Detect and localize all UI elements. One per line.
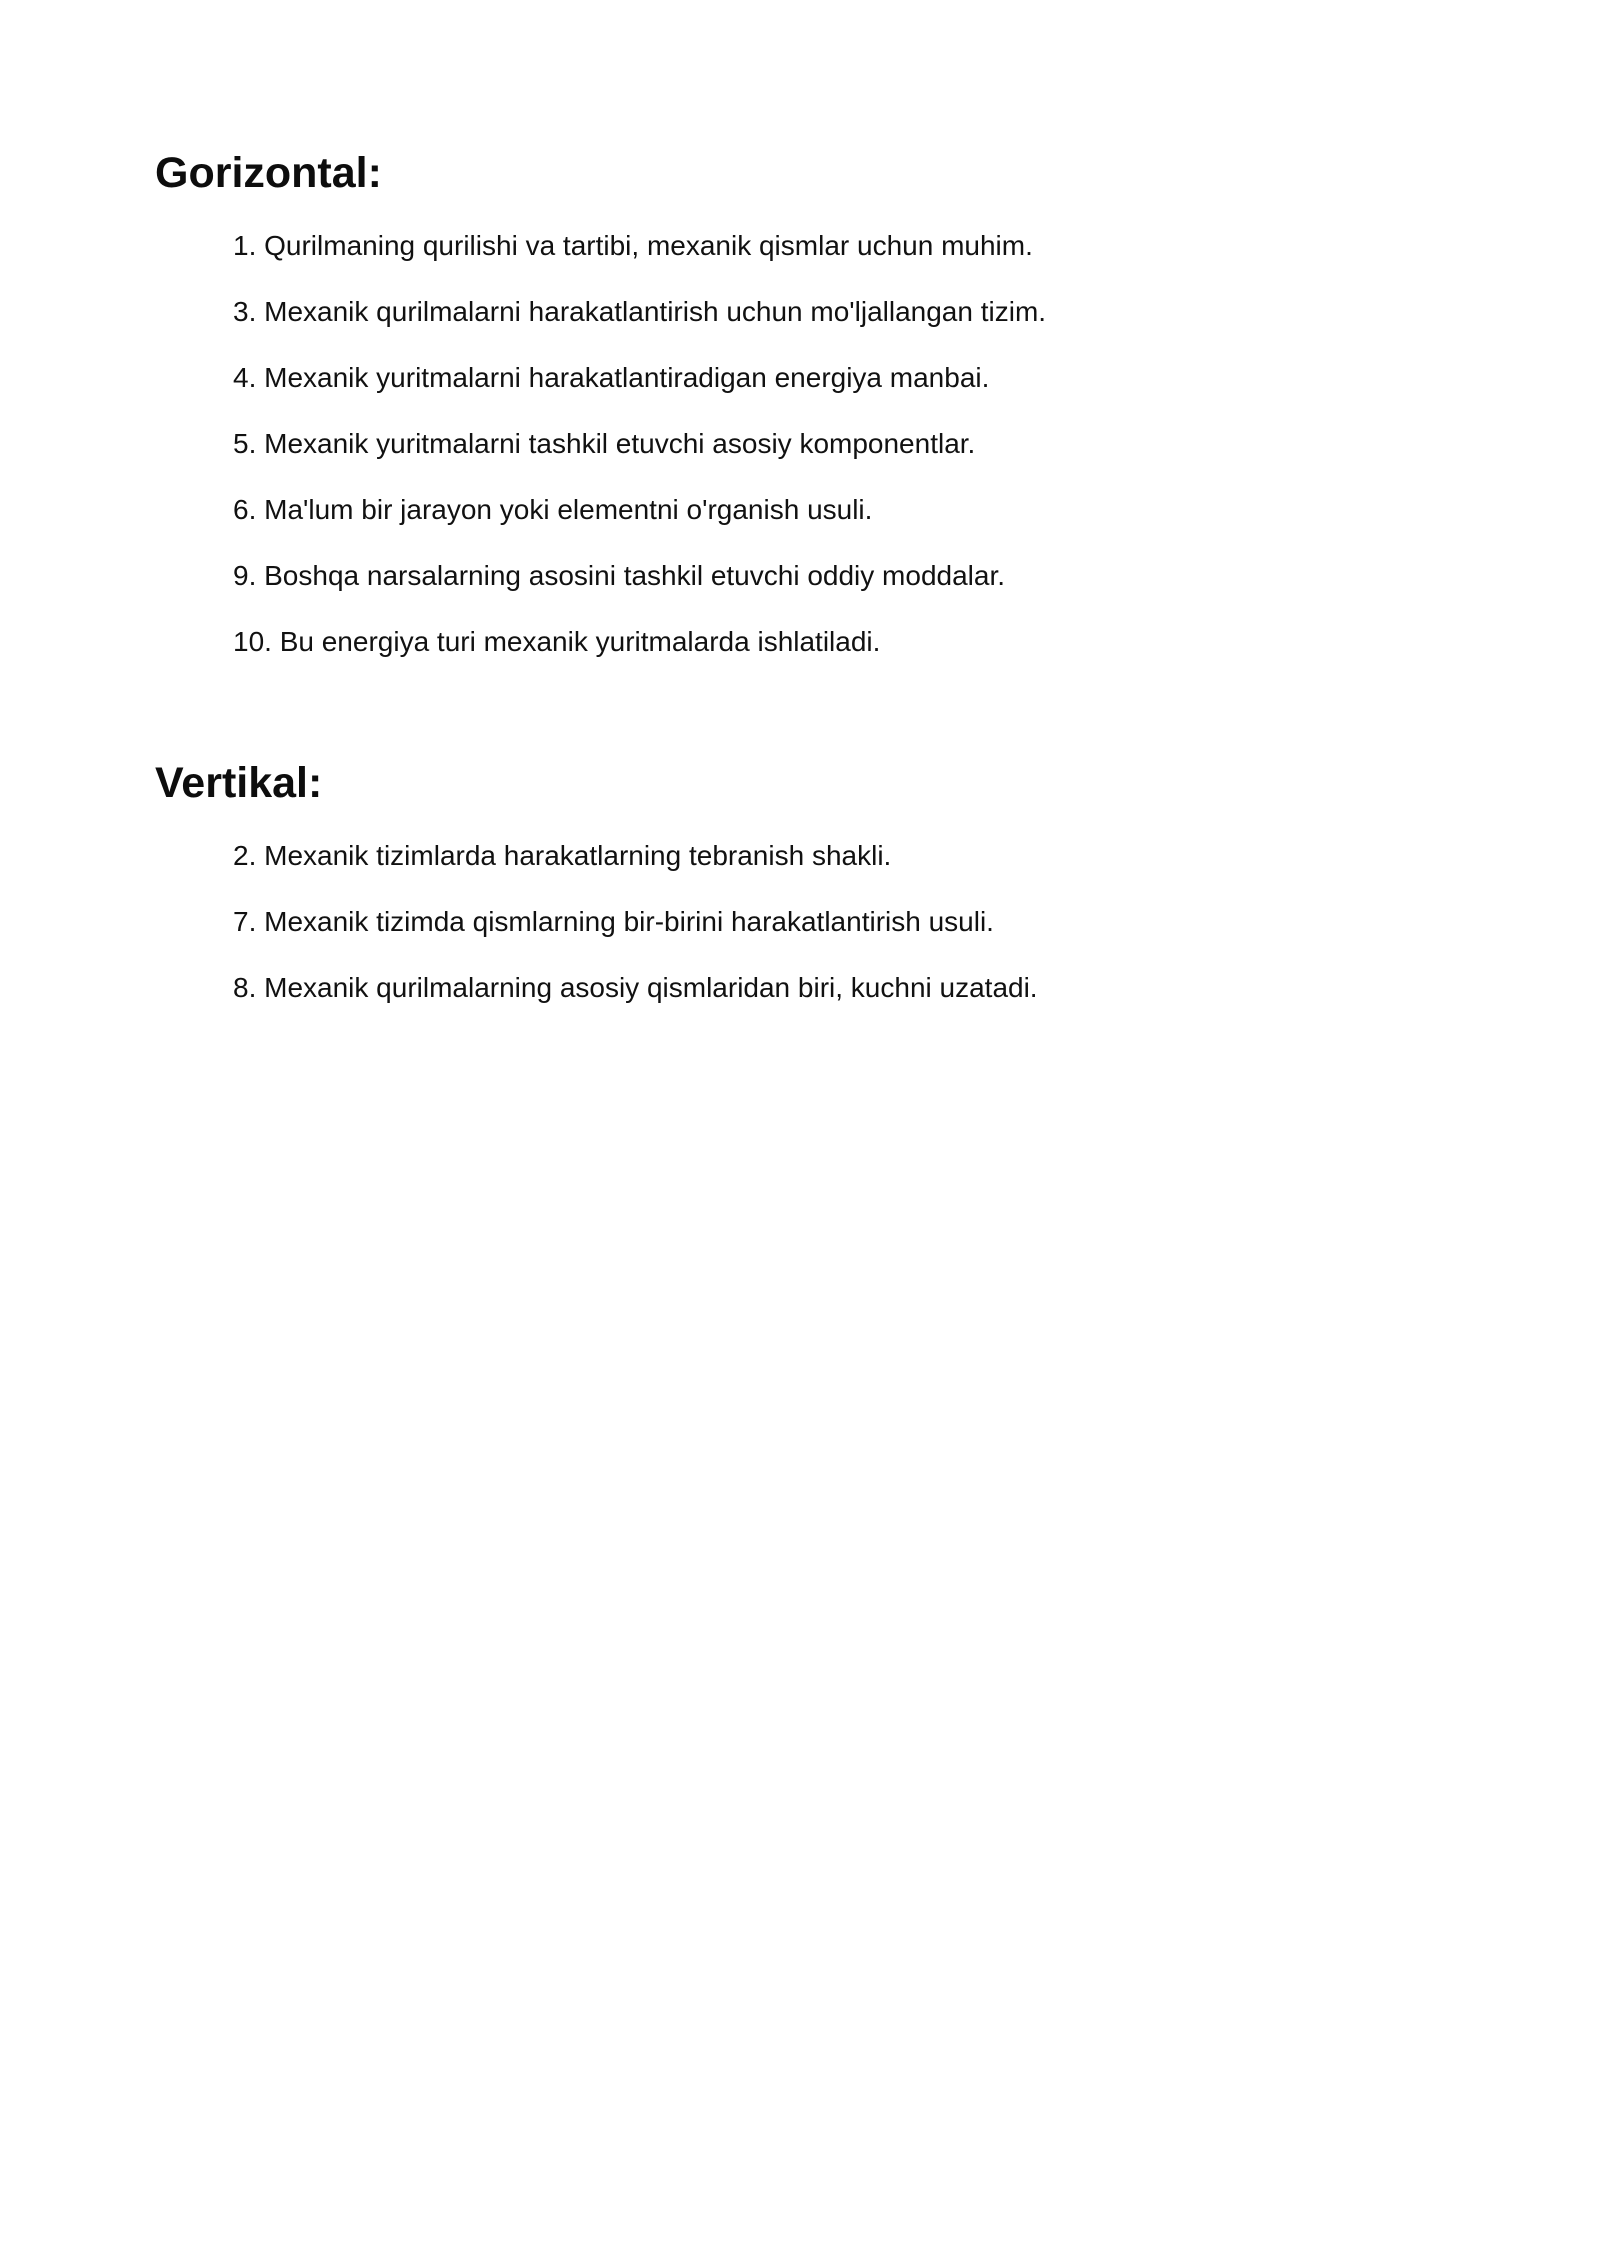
clue-item: 8. Mexanik qurilmalarning asosiy qismlaridan biri, kuchni uzatadi. [233, 971, 1038, 1003]
horizontal-heading: Gorizontal: [155, 149, 382, 197]
horizontal-clue-list [155, 226, 1455, 662]
clue-item: 6. Ma'lum bir jarayon yoki elementni o'rganish usuli. [233, 493, 873, 525]
clue-item: 2. Mexanik tizimlarda harakatlarning tebranish shakli. [233, 839, 892, 871]
clue-item: 3. Mexanik qurilmalarni harakatlantirish uchun mo'ljallangan tizim. [233, 295, 1047, 327]
clue-item: 10. Bu energiya turi mexanik yuritmalarda ishlatiladi. [233, 625, 881, 657]
clue-item: 5. Mexanik yuritmalarni tashkil etuvchi asosiy komponentlar. [233, 427, 976, 459]
vertical-heading: Vertikal: [155, 759, 323, 807]
horizontal-clues-section [155, 148, 1455, 688]
vertical-clue-list [155, 836, 1455, 1008]
clue-item: 9. Boshqa narsalarning asosini tashkil etuvchi oddiy moddalar. [233, 559, 1006, 591]
clue-item: 1. Qurilmaning qurilishi va tartibi, mexanik qismlar uchun muhim. [233, 229, 1033, 261]
clue-item: 7. Mexanik tizimda qismlarning bir-birini harakatlantirish usuli. [233, 905, 994, 937]
clue-item: 4. Mexanik yuritmalarni harakatlantiradigan energiya manbai. [233, 361, 990, 393]
vertical-clues-section [155, 758, 1455, 1034]
